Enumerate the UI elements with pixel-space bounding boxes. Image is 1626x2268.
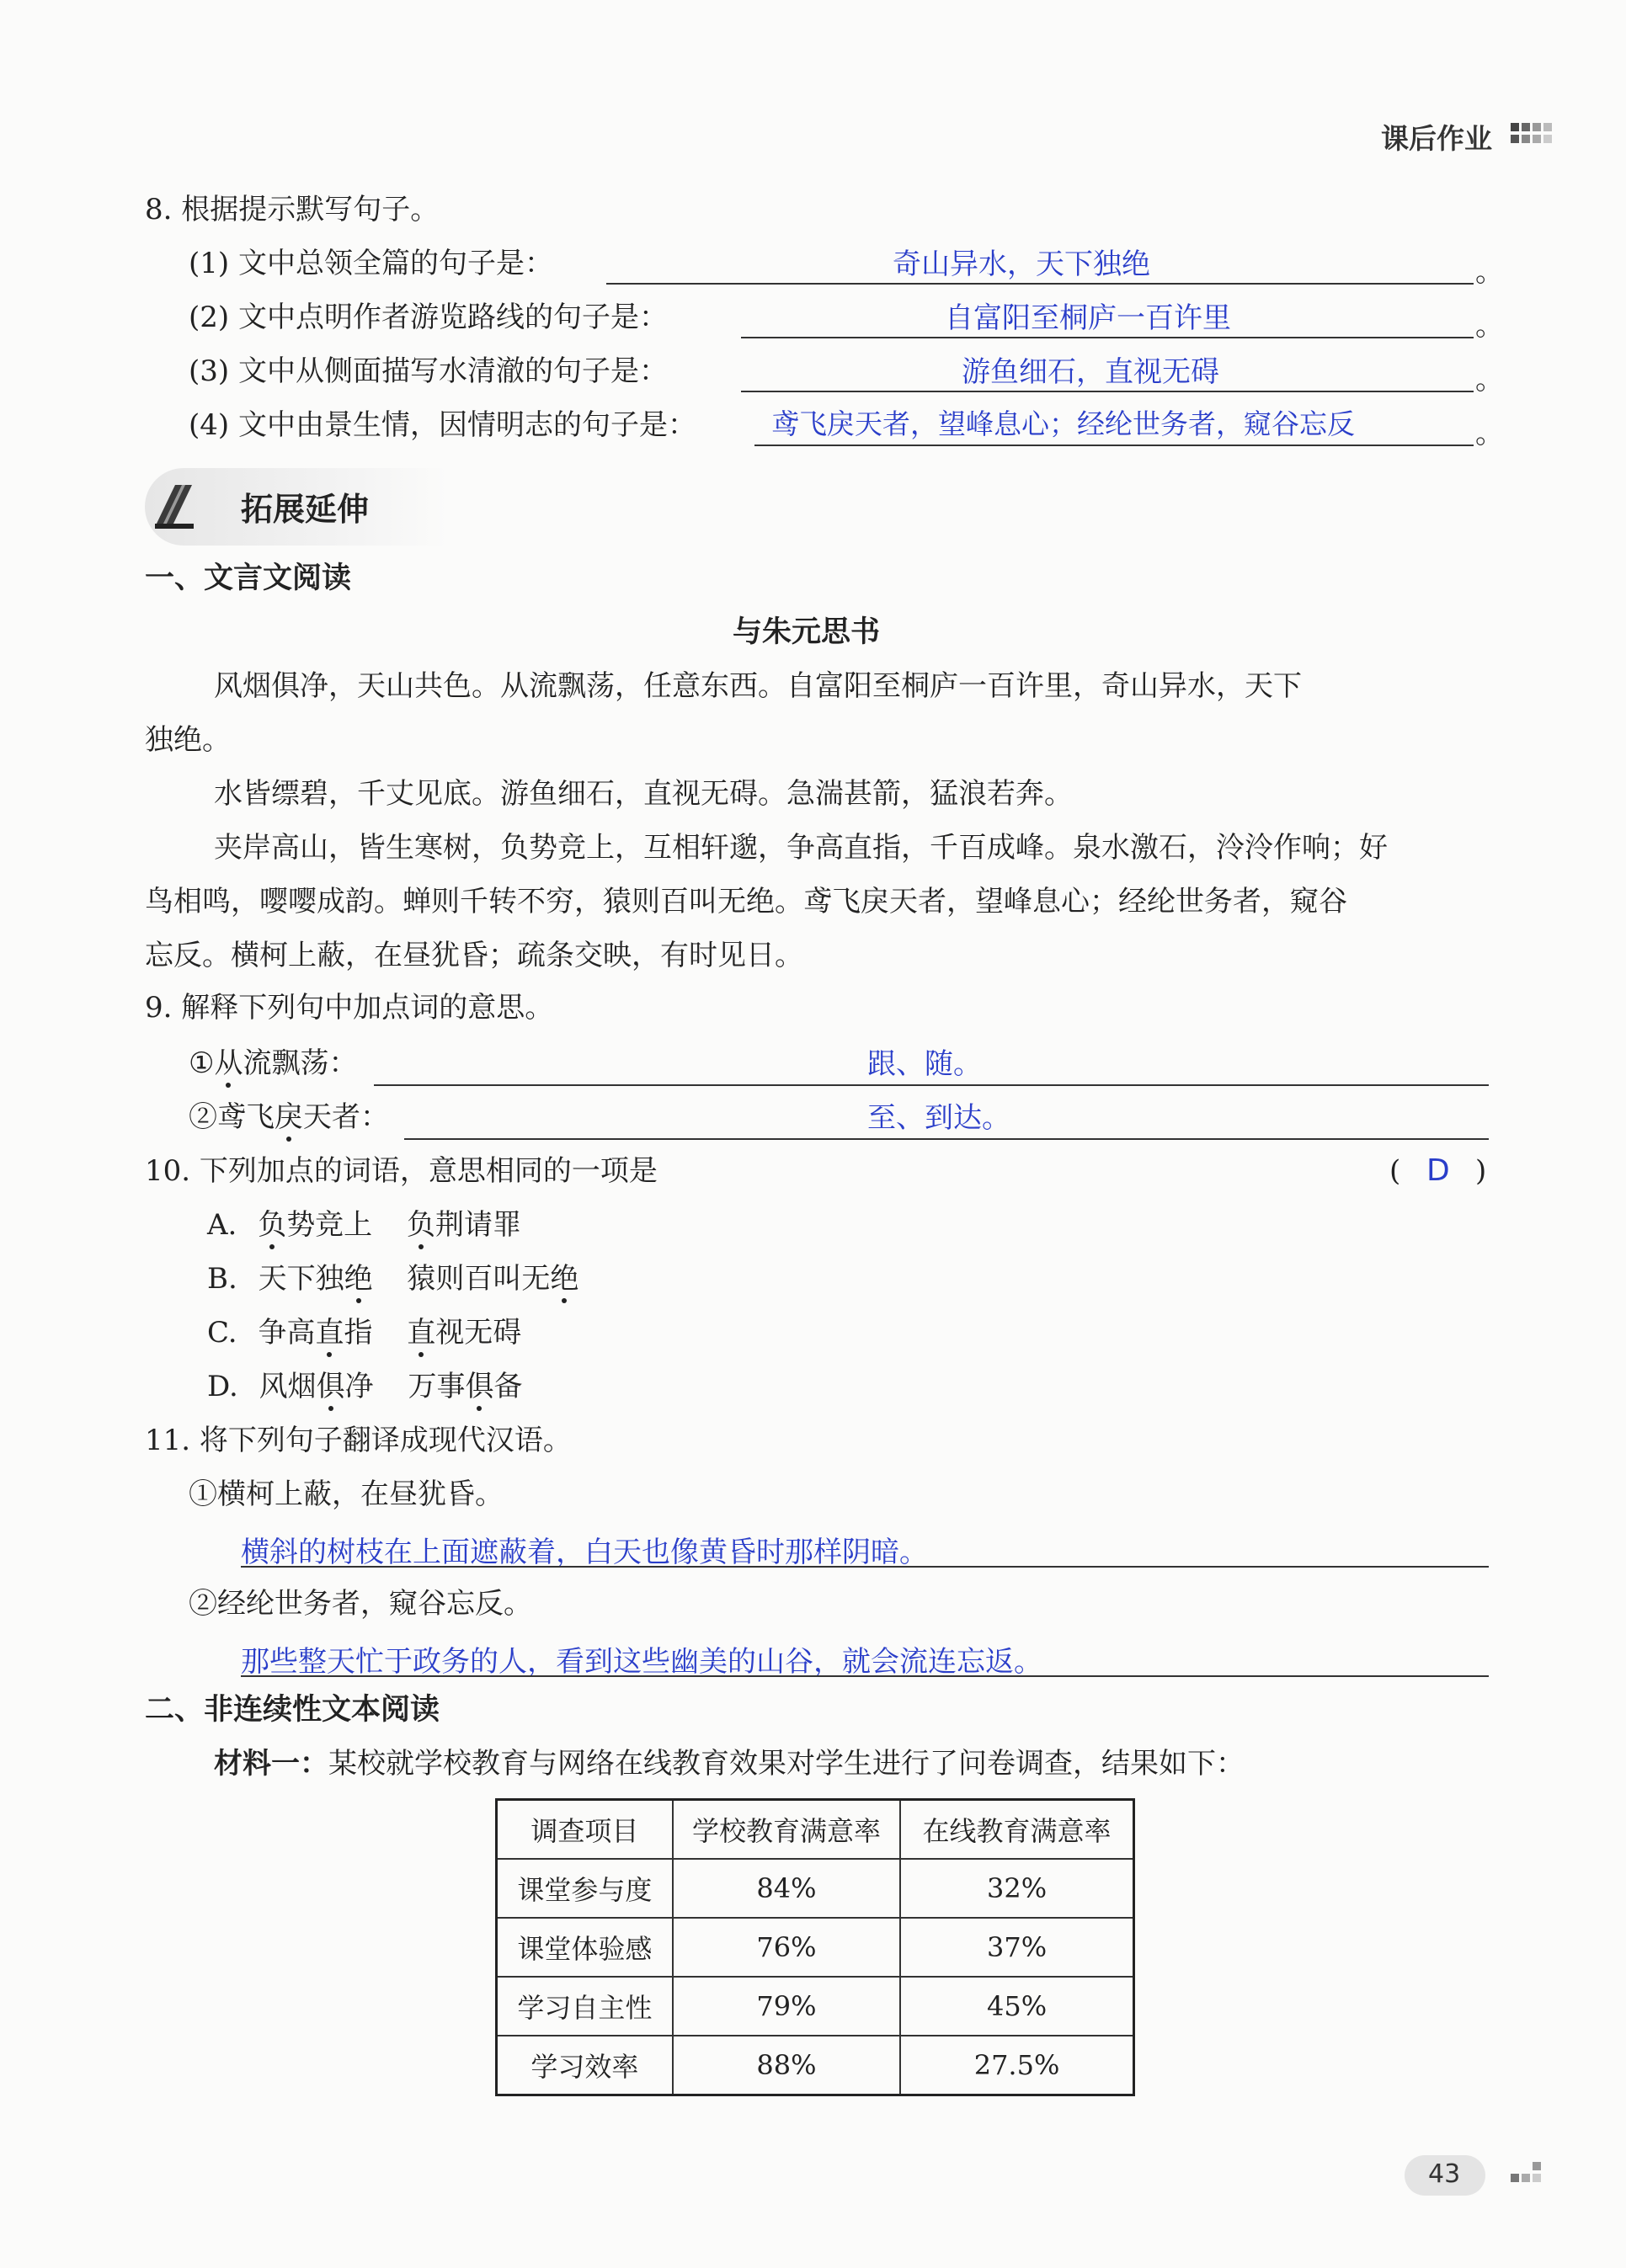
q9-item-1-answer[interactable]: 跟、随。 [867,1047,982,1081]
q8-item-4-label: (4) 文中由景生情，因情明志的句子是： [189,408,696,442]
article-title: 与朱元思书 [733,615,881,649]
survey-col-item: 调查项目 [497,1800,673,1860]
q10-option-d-first-pre: 风烟 [259,1370,317,1403]
table-row [497,2036,1134,2095]
article-para-3-end: 忘反。横柯上蔽，在昼犹昏；疏条交映，有时见日。 [145,939,803,972]
q9-item-2 [189,1100,389,1134]
header-grid-icon [1511,123,1553,157]
q8-item-3-label: (3) 文中从侧面描写水清澈的句子是： [189,354,668,388]
survey-school-value: 76% [673,1918,900,1977]
q10-option-d[interactable] [207,1372,522,1401]
material-label: 材料一： [214,1747,328,1781]
q8-item-2-end: 。 [1475,309,1504,343]
section-banner-title: 拓展延伸 [241,490,370,528]
q10-option-d-second-pre: 万事 [408,1370,466,1403]
q11-item-1-sentence: ①横柯上蔽，在昼犹昏。 [189,1477,504,1511]
q9-item-1-dotted-word: 从 [214,1046,243,1080]
article-para-2: 水皆缥碧，千丈见底。游鱼细石，直视无碍。急湍甚箭，猛浪若奔。 [214,777,1073,811]
q10-option-c-first-post: 指 [344,1316,373,1350]
q10-stem: 10. 下列加点的词语，意思相同的一项是 [145,1154,658,1188]
q9-item-2-pre: ②鸢飞 [189,1100,275,1134]
q10-option-c[interactable] [207,1316,522,1350]
survey-row-label: 课堂体验感 [497,1918,673,1977]
material-line [214,1747,1245,1781]
table-row [497,1859,1134,1918]
q11-item-2-line [241,1675,1489,1677]
q10-option-b[interactable] [207,1262,579,1296]
survey-row-label: 课堂参与度 [497,1859,673,1918]
q9-item-2-line [404,1138,1489,1140]
q9-stem: 9. 解释下列句中加点词的意思。 [145,991,554,1025]
table-row [497,1977,1134,2036]
q8-item-4-line [754,445,1474,446]
q11-item-1-answer[interactable]: 横斜的树枝在上面遮蔽着，白天也像黄昏时那样阴暗。 [241,1536,928,1569]
survey-online-value: 32% [900,1859,1133,1918]
q10-option-a-first-post: 势竞上 [286,1208,373,1242]
q9-item-1-line [374,1084,1489,1086]
q8-item-1-label: (1) 文中总领全篇的句子是： [189,247,553,280]
q10-option-c-letter: C. [207,1316,237,1350]
q10-option-c-second-post: 视无碍 [435,1316,522,1350]
table-row [497,1918,1134,1977]
article-para-3: 夹岸高山，皆生寒树，负势竞上，互相轩邈，争高直指，千百成峰。泉水激石，泠泠作响；好 [214,831,1388,865]
q10-option-b-first-pre: 天下独 [258,1262,344,1296]
q10-option-c-first-dotted: 直 [315,1316,344,1350]
q9-item-1-pre: ① [189,1046,215,1080]
survey-school-value: 88% [673,2036,900,2095]
q11-stem: 11. 将下列句子翻译成现代汉语。 [145,1424,572,1457]
q10-option-d-first-post: 净 [344,1370,374,1403]
survey-table-header [497,1800,1134,1860]
q8-item-1-end: 。 [1475,255,1504,289]
q8-item-3-line [741,391,1474,392]
part2-heading: 二、非连续性文本阅读 [145,1693,440,1727]
article-para-1-cont: 独绝。 [145,723,231,757]
q10-option-a-first-dotted: 负 [258,1208,287,1242]
q10-bracket-left: ( [1389,1154,1401,1188]
q10-option-a-letter: A. [207,1208,237,1242]
q8-item-1-line [606,283,1474,285]
q11-item-2-answer[interactable]: 那些整天忙于政务的人，看到这些幽美的山谷，就会流连忘返。 [241,1645,1042,1679]
q10-option-d-second-post: 备 [493,1370,523,1403]
q10-option-b-letter: B. [207,1262,237,1296]
survey-row-label: 学习自主性 [497,1977,673,2036]
q10-option-b-first-dotted: 绝 [344,1262,373,1296]
q9-item-1-post: 流飘荡： [243,1046,358,1080]
q9-item-2-post: 天者： [303,1100,389,1134]
q10-option-c-second-dotted: 直 [407,1316,436,1350]
q8-item-4-end: 。 [1475,417,1504,450]
q10-option-a-second-dotted: 负 [407,1208,435,1242]
q10-bracket-right: ) [1475,1154,1487,1188]
survey-online-value: 27.5% [900,2036,1133,2095]
footer-squares-icon [1511,2160,1544,2197]
q10-answer[interactable]: D [1426,1153,1450,1188]
q11-item-1-line [241,1566,1489,1568]
q10-option-c-first-pre: 争高 [258,1316,316,1350]
part1-heading: 一、文言文阅读 [145,562,352,595]
q8-item-2-line [741,337,1474,338]
q10-option-d-letter: D. [207,1370,238,1403]
q8-item-3-end: 。 [1475,363,1504,397]
q8-item-3-answer[interactable]: 游鱼细石，直视无碍 [962,355,1219,389]
article-para-1: 风烟俱净，天山共色。从流飘荡，任意东西。自富阳至桐庐一百许里，奇山异水，天下 [214,669,1302,703]
q8-item-4-answer[interactable]: 鸢飞戾天者，望峰息心；经纶世务者，窥谷忘反 [771,407,1355,440]
material-text: 某校就学校教育与网络在线教育效果对学生进行了问卷调查，结果如下： [328,1747,1245,1781]
q10-option-d-first-dotted: 俱 [316,1370,345,1403]
page-number: 43 [1428,2159,1461,2189]
q9-item-2-answer[interactable]: 至、到达。 [867,1101,1010,1135]
q10-option-a[interactable] [207,1208,521,1242]
q8-item-2-label: (2) 文中点明作者游览路线的句子是： [189,301,668,334]
q10-option-b-second-dotted: 绝 [550,1262,579,1296]
q10-option-b-second-pre: 猿则百叫无 [407,1262,551,1296]
survey-row-label: 学习效率 [497,2036,673,2095]
page-number-badge [1405,2155,1485,2196]
survey-school-value: 79% [673,1977,900,2036]
article-para-3-cont: 鸟相鸣，嘤嘤成韵。蝉则千转不穷，猿则百叫无绝。鸢飞戾天者，望峰息心；经纶世务者，窥谷 [145,885,1347,918]
survey-online-value: 37% [900,1918,1133,1977]
survey-online-value: 45% [900,1977,1133,2036]
q9-item-1 [189,1046,358,1080]
books-icon [150,480,204,537]
section-banner [145,468,448,546]
survey-table [495,1798,1135,2096]
q8-stem: 8. 根据提示默写句子。 [145,193,440,226]
survey-col-online: 在线教育满意率 [900,1800,1133,1860]
q8-item-1-answer[interactable]: 奇山异水，天下独绝 [893,248,1150,281]
q10-option-a-second-post: 荆请罪 [435,1208,521,1242]
q10-option-d-second-dotted: 俱 [465,1370,494,1403]
q8-item-2-answer[interactable]: 自富阳至桐庐一百许里 [945,301,1231,335]
q11-item-2-sentence: ②经纶世务者，窥谷忘反。 [189,1587,532,1621]
survey-school-value: 84% [673,1859,900,1918]
q9-item-2-dotted-word: 戾 [275,1100,303,1134]
header-title: 课后作业 [1381,122,1492,155]
survey-col-school: 学校教育满意率 [673,1800,900,1860]
